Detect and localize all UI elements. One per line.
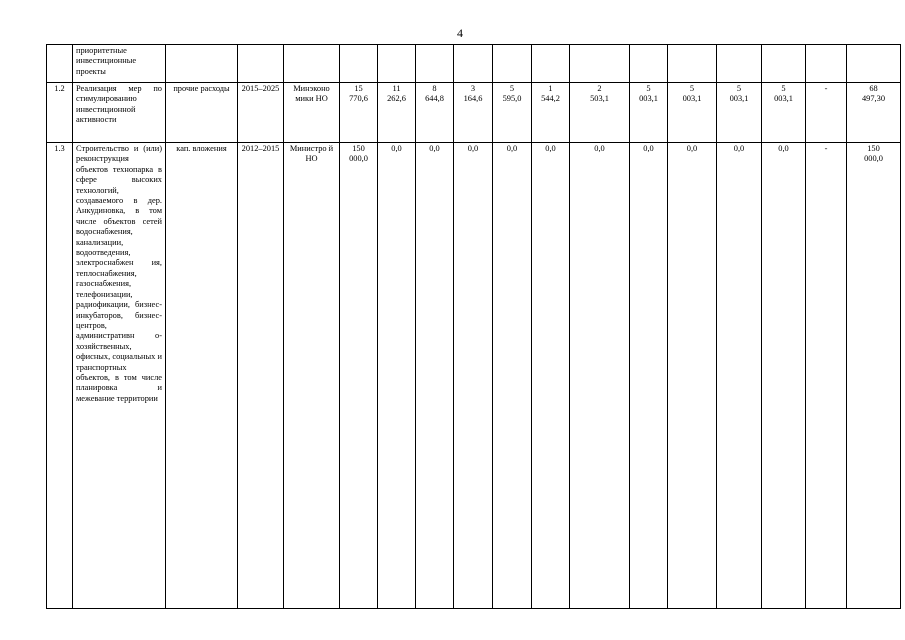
period-cell: 2015–2025 bbox=[238, 83, 284, 143]
value-cell: 5 003,1 bbox=[630, 83, 668, 143]
value-cell bbox=[378, 45, 416, 83]
row-number-cell: 1.3 bbox=[47, 143, 73, 609]
page-number: 4 bbox=[457, 26, 463, 40]
value-cell: 0,0 bbox=[378, 143, 416, 609]
executor-cell: Министро й НО bbox=[284, 143, 340, 609]
measure-name-cell: Реализация мер по стимулированию инвестиционной активности bbox=[73, 83, 166, 143]
executor-cell: Минэконо мики НО bbox=[284, 83, 340, 143]
value-cell: 0,0 bbox=[762, 143, 806, 609]
value-cell: 0,0 bbox=[416, 143, 454, 609]
program-table bbox=[46, 44, 901, 609]
value-cell: 15 770,6 bbox=[340, 83, 378, 143]
value-cell: 0,0 bbox=[570, 143, 630, 609]
measure-name-cell: Строительство и (или) реконструкция объектов технопарка в сфере высоких технологий, создаваемого в дер. Анкудиновка, в том числе объектов сетей водоснабжения, канализации, водоотведения, электроснабжен ия, теплоснабжения, газоснабжения, телефонизации, радиофикации, бизнес-инкубаторов, бизнес-центров, административн о-хозяйственных, офисных, социальных и транспортных объектов, в том числе планировка и межевание территории bbox=[73, 143, 166, 609]
value-cell bbox=[762, 45, 806, 83]
value-cell: 3 164,6 bbox=[454, 83, 493, 143]
row-number-cell: 1.2 bbox=[47, 83, 73, 143]
value-cell: - bbox=[806, 143, 847, 609]
value-cell: 150 000,0 bbox=[340, 143, 378, 609]
value-cell: 150 000,0 bbox=[847, 143, 901, 609]
expense-type-cell: прочие расходы bbox=[166, 83, 238, 143]
value-cell: 0,0 bbox=[630, 143, 668, 609]
value-cell bbox=[340, 45, 378, 83]
value-cell bbox=[454, 45, 493, 83]
value-cell: 11 262,6 bbox=[378, 83, 416, 143]
value-cell: - bbox=[806, 83, 847, 143]
value-cell: 0,0 bbox=[717, 143, 762, 609]
value-cell: 8 644,8 bbox=[416, 83, 454, 143]
period-cell: 2012–2015 bbox=[238, 143, 284, 609]
expense-type-cell: кап. вложения bbox=[166, 143, 238, 609]
value-cell: 2 503,1 bbox=[570, 83, 630, 143]
value-cell bbox=[847, 45, 901, 83]
value-cell: 0,0 bbox=[668, 143, 717, 609]
value-cell: 0,0 bbox=[532, 143, 570, 609]
value-cell: 5 595,0 bbox=[493, 83, 532, 143]
expense-type-cell bbox=[166, 45, 238, 83]
table-row bbox=[47, 83, 901, 143]
value-cell: 0,0 bbox=[493, 143, 532, 609]
value-cell: 5 003,1 bbox=[668, 83, 717, 143]
value-cell bbox=[493, 45, 532, 83]
executor-cell bbox=[284, 45, 340, 83]
value-cell: 1 544,2 bbox=[532, 83, 570, 143]
value-cell: 0,0 bbox=[454, 143, 493, 609]
value-cell bbox=[570, 45, 630, 83]
value-cell bbox=[806, 45, 847, 83]
period-cell bbox=[238, 45, 284, 83]
value-cell bbox=[416, 45, 454, 83]
value-cell bbox=[668, 45, 717, 83]
row-number-cell bbox=[47, 45, 73, 83]
value-cell: 68 497,30 bbox=[847, 83, 901, 143]
table-row bbox=[47, 45, 901, 83]
table-row bbox=[47, 143, 901, 609]
value-cell: 5 003,1 bbox=[717, 83, 762, 143]
measure-name-cell: приоритетные инвестиционные проекты bbox=[73, 45, 166, 83]
value-cell bbox=[532, 45, 570, 83]
value-cell: 5 003,1 bbox=[762, 83, 806, 143]
table-body bbox=[47, 45, 901, 609]
value-cell bbox=[717, 45, 762, 83]
value-cell bbox=[630, 45, 668, 83]
